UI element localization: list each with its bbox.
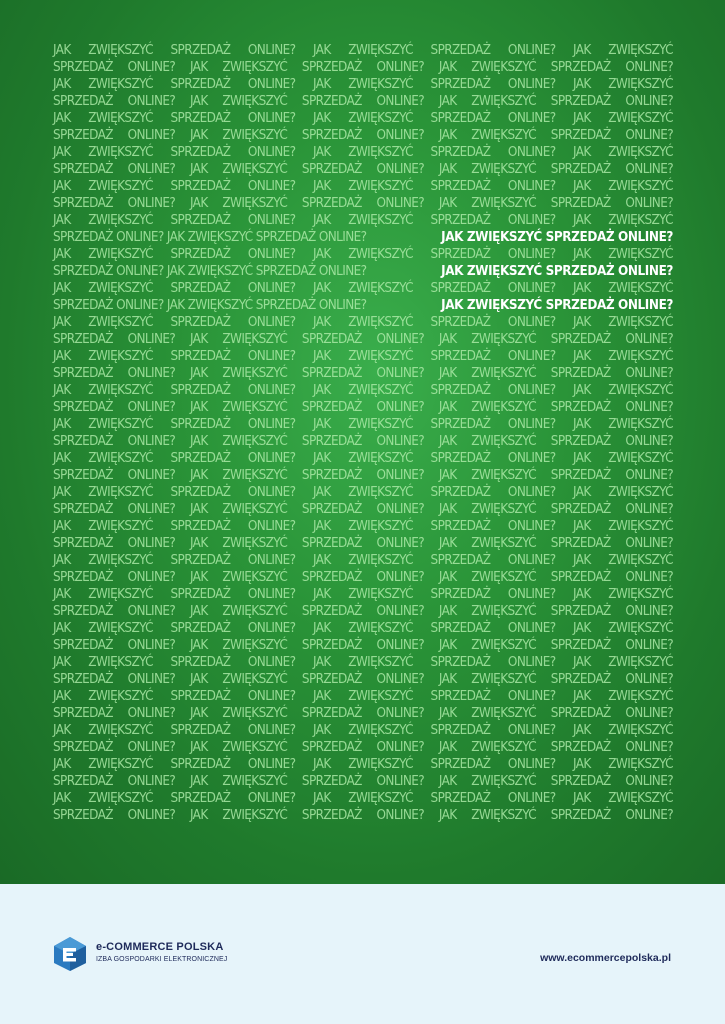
phrase-line: SPRZEDAŻ ONLINE? JAK ZWIĘKSZYĆ SPRZEDAŻ ONLINE? JAK ZWIĘKSZYĆ SPRZEDAŻ ONLINE? [53,366,673,381]
phrase-line: SPRZEDAŻ ONLINE? JAK ZWIĘKSZYĆ SPRZEDAŻ ONLINE? JAK ZWIĘKSZYĆ SPRZEDAŻ ONLINE? [53,570,673,585]
website-link[interactable]: www.ecommercepolska.pl [540,952,671,964]
phrase-line: JAK ZWIĘKSZYĆ SPRZEDAŻ ONLINE? JAK ZWIĘKSZYĆ SPRZEDAŻ ONLINE? JAK ZWIĘKSZYĆ [53,315,673,330]
phrase-line: JAK ZWIĘKSZYĆ SPRZEDAŻ ONLINE? JAK ZWIĘKSZYĆ SPRZEDAŻ ONLINE? JAK ZWIĘKSZYĆ [53,383,673,398]
phrase-line: JAK ZWIĘKSZYĆ SPRZEDAŻ ONLINE? JAK ZWIĘKSZYĆ SPRZEDAŻ ONLINE? JAK ZWIĘKSZYĆ [53,213,673,228]
phrase-line: SPRZEDAŻ ONLINE? JAK ZWIĘKSZYĆ SPRZEDAŻ ONLINE? JAK ZWIĘKSZYĆ SPRZEDAŻ ONLINE? [53,196,673,211]
phrase-line: JAK ZWIĘKSZYĆ SPRZEDAŻ ONLINE? JAK ZWIĘKSZYĆ SPRZEDAŻ ONLINE? JAK ZWIĘKSZYĆ [53,417,673,432]
phrase-line: SPRZEDAŻ ONLINE? JAK ZWIĘKSZYĆ SPRZEDAŻ ONLINE? JAK ZWIĘKSZYĆ SPRZEDAŻ ONLINE? [53,434,673,449]
ecommerce-polska-logo-icon [52,936,88,972]
phrase-line: JAK ZWIĘKSZYĆ SPRZEDAŻ ONLINE? JAK ZWIĘKSZYĆ SPRZEDAŻ ONLINE? JAK ZWIĘKSZYĆ [53,757,673,772]
phrase-line: JAK ZWIĘKSZYĆ SPRZEDAŻ ONLINE? JAK ZWIĘKSZYĆ SPRZEDAŻ ONLINE? JAK ZWIĘKSZYĆ [53,77,673,92]
highlighted-phrase: JAK ZWIĘKSZYĆ SPRZEDAŻ ONLINE? [441,298,673,313]
phrase-prefix: SPRZEDAŻ ONLINE? JAK ZWIĘKSZYĆ SPRZEDAŻ ONLINE? [53,264,367,279]
phrase-line: JAK ZWIĘKSZYĆ SPRZEDAŻ ONLINE? JAK ZWIĘKSZYĆ SPRZEDAŻ ONLINE? JAK ZWIĘKSZYĆ [53,553,673,568]
phrase-line: SPRZEDAŻ ONLINE? JAK ZWIĘKSZYĆ SPRZEDAŻ ONLINE? JAK ZWIĘKSZYĆ SPRZEDAŻ ONLINE? [53,604,673,619]
phrase-line: JAK ZWIĘKSZYĆ SPRZEDAŻ ONLINE? JAK ZWIĘKSZYĆ SPRZEDAŻ ONLINE? JAK ZWIĘKSZYĆ [53,247,673,262]
phrase-line: SPRZEDAŻ ONLINE? JAK ZWIĘKSZYĆ SPRZEDAŻ ONLINE? JAK ZWIĘKSZYĆ SPRZEDAŻ ONLINE? [53,94,673,109]
phrase-line: JAK ZWIĘKSZYĆ SPRZEDAŻ ONLINE? JAK ZWIĘKSZYĆ SPRZEDAŻ ONLINE? JAK ZWIĘKSZYĆ [53,281,673,296]
phrase-prefix: SPRZEDAŻ ONLINE? JAK ZWIĘKSZYĆ SPRZEDAŻ ONLINE? [53,298,367,313]
phrase-line: SPRZEDAŻ ONLINE? JAK ZWIĘKSZYĆ SPRZEDAŻ ONLINE? JAK ZWIĘKSZYĆ SPRZEDAŻ ONLINE? [53,60,673,75]
phrase-line: JAK ZWIĘKSZYĆ SPRZEDAŻ ONLINE? JAK ZWIĘKSZYĆ SPRZEDAŻ ONLINE? JAK ZWIĘKSZYĆ [53,179,673,194]
phrase-line: JAK ZWIĘKSZYĆ SPRZEDAŻ ONLINE? JAK ZWIĘKSZYĆ SPRZEDAŻ ONLINE? JAK ZWIĘKSZYĆ [53,145,673,160]
phrase-line: JAK ZWIĘKSZYĆ SPRZEDAŻ ONLINE? JAK ZWIĘKSZYĆ SPRZEDAŻ ONLINE? JAK ZWIĘKSZYĆ [53,111,673,126]
phrase-line-highlighted [53,263,673,280]
brand-subtitle: IZBA GOSPODARKI ELEKTRONICZNEJ [96,956,228,963]
highlighted-phrase: JAK ZWIĘKSZYĆ SPRZEDAŻ ONLINE? [441,264,673,279]
phrase-line: SPRZEDAŻ ONLINE? JAK ZWIĘKSZYĆ SPRZEDAŻ ONLINE? JAK ZWIĘKSZYĆ SPRZEDAŻ ONLINE? [53,536,673,551]
phrase-prefix: SPRZEDAŻ ONLINE? JAK ZWIĘKSZYĆ SPRZEDAŻ ONLINE? [53,230,367,245]
phrase-line: SPRZEDAŻ ONLINE? JAK ZWIĘKSZYĆ SPRZEDAŻ ONLINE? JAK ZWIĘKSZYĆ SPRZEDAŻ ONLINE? [53,332,673,347]
phrase-line: JAK ZWIĘKSZYĆ SPRZEDAŻ ONLINE? JAK ZWIĘKSZYĆ SPRZEDAŻ ONLINE? JAK ZWIĘKSZYĆ [53,43,673,58]
phrase-line: JAK ZWIĘKSZYĆ SPRZEDAŻ ONLINE? JAK ZWIĘKSZYĆ SPRZEDAŻ ONLINE? JAK ZWIĘKSZYĆ [53,587,673,602]
phrase-line-highlighted [53,297,673,314]
phrase-line: SPRZEDAŻ ONLINE? JAK ZWIĘKSZYĆ SPRZEDAŻ ONLINE? JAK ZWIĘKSZYĆ SPRZEDAŻ ONLINE? [53,128,673,143]
phrase-line: JAK ZWIĘKSZYĆ SPRZEDAŻ ONLINE? JAK ZWIĘKSZYĆ SPRZEDAŻ ONLINE? JAK ZWIĘKSZYĆ [53,689,673,704]
phrase-line: SPRZEDAŻ ONLINE? JAK ZWIĘKSZYĆ SPRZEDAŻ ONLINE? JAK ZWIĘKSZYĆ SPRZEDAŻ ONLINE? [53,468,673,483]
phrase-line: JAK ZWIĘKSZYĆ SPRZEDAŻ ONLINE? JAK ZWIĘKSZYĆ SPRZEDAŻ ONLINE? JAK ZWIĘKSZYĆ [53,451,673,466]
brand-name: e-COMMERCE POLSKA [96,941,224,953]
phrase-line-highlighted [53,229,673,246]
phrase-line: SPRZEDAŻ ONLINE? JAK ZWIĘKSZYĆ SPRZEDAŻ ONLINE? JAK ZWIĘKSZYĆ SPRZEDAŻ ONLINE? [53,808,673,823]
phrase-line: JAK ZWIĘKSZYĆ SPRZEDAŻ ONLINE? JAK ZWIĘKSZYĆ SPRZEDAŻ ONLINE? JAK ZWIĘKSZYĆ [53,485,673,500]
phrase-line: SPRZEDAŻ ONLINE? JAK ZWIĘKSZYĆ SPRZEDAŻ ONLINE? JAK ZWIĘKSZYĆ SPRZEDAŻ ONLINE? [53,672,673,687]
phrase-line: JAK ZWIĘKSZYĆ SPRZEDAŻ ONLINE? JAK ZWIĘKSZYĆ SPRZEDAŻ ONLINE? JAK ZWIĘKSZYĆ [53,519,673,534]
phrase-line: JAK ZWIĘKSZYĆ SPRZEDAŻ ONLINE? JAK ZWIĘKSZYĆ SPRZEDAŻ ONLINE? JAK ZWIĘKSZYĆ [53,621,673,636]
phrase-line: JAK ZWIĘKSZYĆ SPRZEDAŻ ONLINE? JAK ZWIĘKSZYĆ SPRZEDAŻ ONLINE? JAK ZWIĘKSZYĆ [53,791,673,806]
phrase-line: SPRZEDAŻ ONLINE? JAK ZWIĘKSZYĆ SPRZEDAŻ ONLINE? JAK ZWIĘKSZYĆ SPRZEDAŻ ONLINE? [53,774,673,789]
phrase-line: SPRZEDAŻ ONLINE? JAK ZWIĘKSZYĆ SPRZEDAŻ ONLINE? JAK ZWIĘKSZYĆ SPRZEDAŻ ONLINE? [53,706,673,721]
phrase-line: SPRZEDAŻ ONLINE? JAK ZWIĘKSZYĆ SPRZEDAŻ ONLINE? JAK ZWIĘKSZYĆ SPRZEDAŻ ONLINE? [53,638,673,653]
highlighted-phrase: JAK ZWIĘKSZYĆ SPRZEDAŻ ONLINE? [441,230,673,245]
phrase-line: SPRZEDAŻ ONLINE? JAK ZWIĘKSZYĆ SPRZEDAŻ ONLINE? JAK ZWIĘKSZYĆ SPRZEDAŻ ONLINE? [53,162,673,177]
phrase-line: SPRZEDAŻ ONLINE? JAK ZWIĘKSZYĆ SPRZEDAŻ ONLINE? JAK ZWIĘKSZYĆ SPRZEDAŻ ONLINE? [53,502,673,517]
phrase-line: SPRZEDAŻ ONLINE? JAK ZWIĘKSZYĆ SPRZEDAŻ ONLINE? JAK ZWIĘKSZYĆ SPRZEDAŻ ONLINE? [53,740,673,755]
repeated-phrase-block [53,42,673,824]
phrase-line: JAK ZWIĘKSZYĆ SPRZEDAŻ ONLINE? JAK ZWIĘKSZYĆ SPRZEDAŻ ONLINE? JAK ZWIĘKSZYĆ [53,655,673,670]
phrase-line: SPRZEDAŻ ONLINE? JAK ZWIĘKSZYĆ SPRZEDAŻ ONLINE? JAK ZWIĘKSZYĆ SPRZEDAŻ ONLINE? [53,400,673,415]
phrase-line: JAK ZWIĘKSZYĆ SPRZEDAŻ ONLINE? JAK ZWIĘKSZYĆ SPRZEDAŻ ONLINE? JAK ZWIĘKSZYĆ [53,349,673,364]
phrase-line: JAK ZWIĘKSZYĆ SPRZEDAŻ ONLINE? JAK ZWIĘKSZYĆ SPRZEDAŻ ONLINE? JAK ZWIĘKSZYĆ [53,723,673,738]
